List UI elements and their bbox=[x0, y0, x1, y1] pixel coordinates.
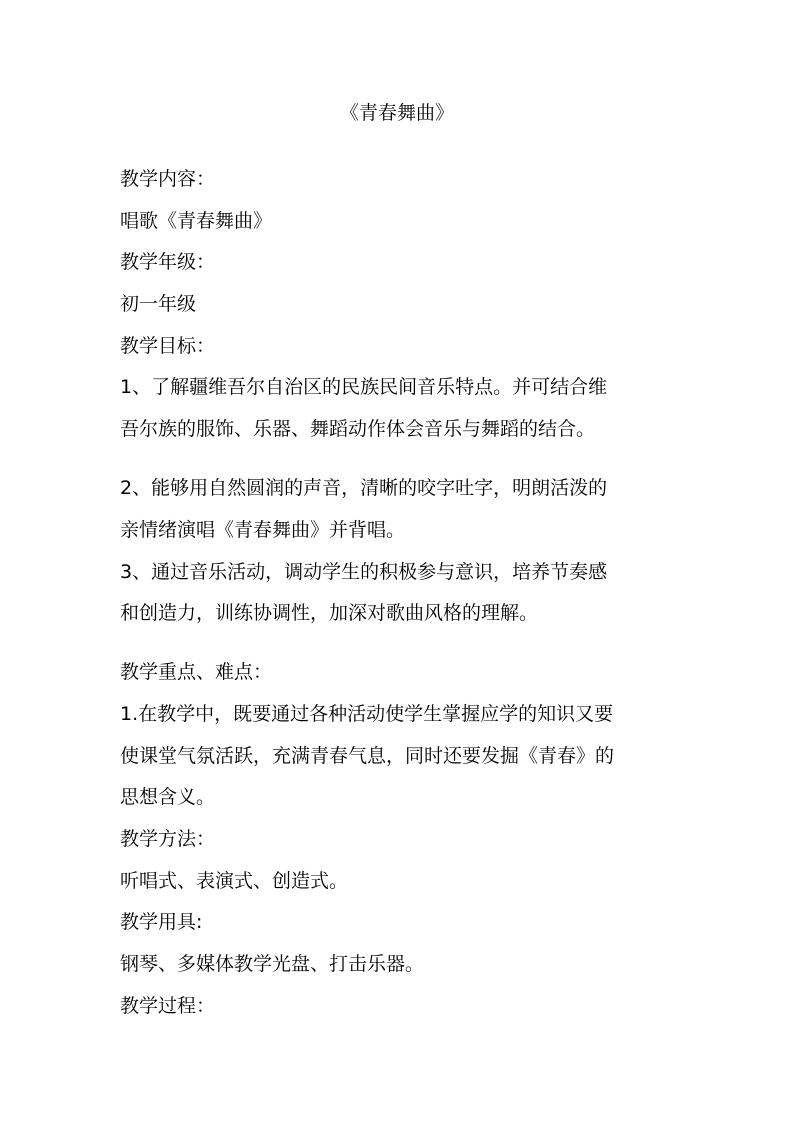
grade-label: 教学年级： bbox=[120, 251, 216, 273]
content-value: 唱歌《青春舞曲》 bbox=[120, 210, 273, 232]
keypoint1-line3: 思想含义。 bbox=[120, 786, 216, 808]
goal3-line2: 和创造力，训练协调性，加深对歌曲风格的理解。 bbox=[120, 602, 539, 624]
goal2-line2: 亲情绪演唱《青春舞曲》并背唱。 bbox=[120, 519, 406, 541]
tools-value: 钢琴、多媒体教学光盘、打击乐器。 bbox=[120, 953, 425, 975]
goal2-line1: 2、能够用自然圆润的声音，清晰的咬字吐字，明朗活泼的 bbox=[120, 477, 608, 499]
tools-label: 教学用具: bbox=[120, 911, 203, 933]
process-label: 教学过程： bbox=[120, 995, 216, 1017]
goals-label: 教学目标： bbox=[120, 335, 216, 357]
document-title: 《青春舞曲》 bbox=[339, 102, 454, 124]
grade-value: 初一年级 bbox=[120, 293, 197, 315]
goal3-line1: 3、通过音乐活动，调动学生的积极参与意识，培养节奏感 bbox=[120, 561, 608, 583]
keypoint1-line2: 使课堂气氛活跃，充满青春气息，同时还要发掘《青春》的 bbox=[120, 745, 615, 767]
goal1-line2: 吾尔族的服饰、乐器、舞蹈动作体会音乐与舞蹈的结合。 bbox=[120, 418, 596, 440]
goal1-line1: 1、了解疆维吾尔自治区的民族民间音乐特点。并可结合维 bbox=[120, 376, 608, 398]
keypoint1-line1: 1.在教学中，既要通过各种活动使学生掌握应学的知识又要 bbox=[120, 703, 614, 725]
methods-value: 听唱式、表演式、创造式。 bbox=[120, 870, 349, 892]
methods-label: 教学方法： bbox=[120, 828, 216, 850]
keypoints-label: 教学重点、难点： bbox=[120, 661, 273, 683]
content-label: 教学内容： bbox=[120, 168, 216, 190]
